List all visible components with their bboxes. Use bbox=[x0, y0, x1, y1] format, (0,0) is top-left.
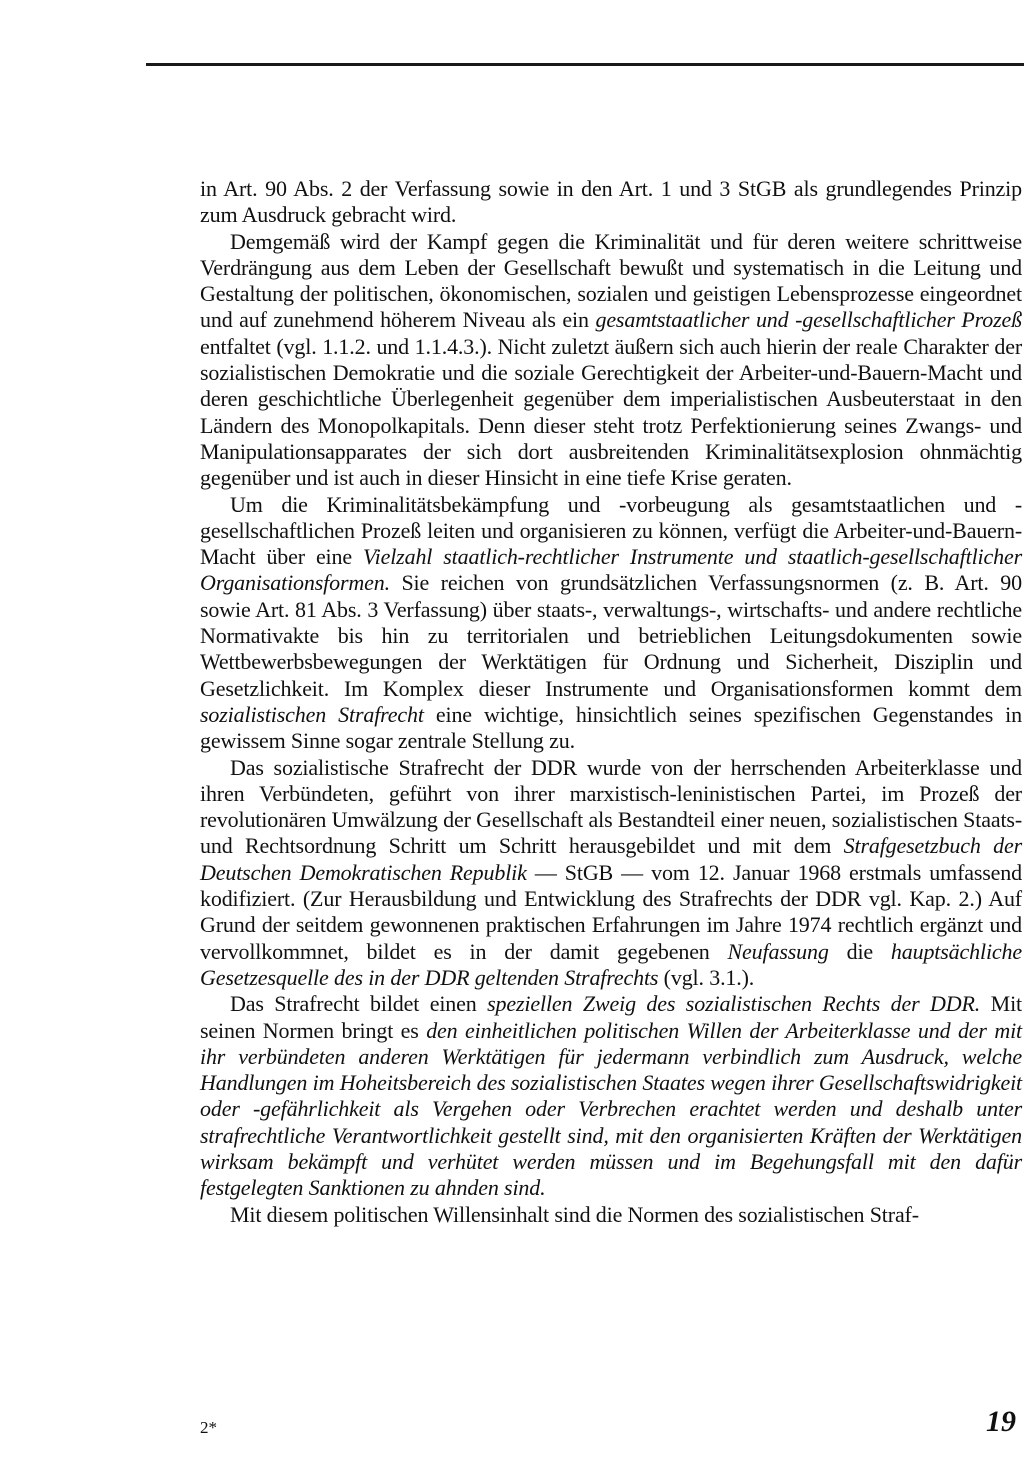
italic-span: Neufassung bbox=[727, 938, 829, 964]
text-span: Das Strafrecht bildet einen bbox=[230, 991, 488, 1017]
top-rule bbox=[146, 63, 1024, 66]
paragraph-4 bbox=[200, 755, 1022, 992]
paragraph-3 bbox=[200, 492, 1022, 755]
italic-span: sozialistischen Strafrecht bbox=[200, 701, 424, 727]
paragraph-6 bbox=[200, 1202, 1022, 1228]
text-span: — StGB — vom 12. Januar 1968 erstmals umfassend kodifiziert. (Zur Herausbildung und Entwicklung des Strafrechts der DDR vgl. Kap. 2.) Auf Grund der seitdem gewonnenen praktischen Erfahrungen im Jahre 1974 rechtlich ergänzt und vervollkommnet, bildet es in der damit gegebenen bbox=[200, 859, 1022, 964]
paragraph-2 bbox=[200, 229, 1022, 492]
text-span: Sie reichen von grundsätzlichen Verfassungsnormen (z. B. Art. 90 sowie Art. 81 Abs. 3 Verfassung) über staats-, verwaltungs-, wirtschafts- und andere rechtliche Normativakte bis hin zu territorialen und betrieblichen Leitungsdokumenten sowie Wettbewerbsbewegungen der Werktätigen für Ordnung und Sicherheit, Disziplin und Gesetzlichkeit. Im Komplex dieser Instrumente und Organisationsformen kommt dem bbox=[200, 570, 1022, 701]
text-span: Mit seinen Normen bringt es bbox=[200, 991, 1022, 1043]
paragraph-1 bbox=[200, 176, 1022, 229]
italic-span: Strafgesetzbuch der Deutschen Demokratischen Republik bbox=[200, 833, 1022, 885]
body-text bbox=[200, 176, 1022, 1228]
italic-span: den einheitlichen politischen Willen der Arbeiterklasse und der mit ihr verbündeten anderen Werktätigen für jedermann verbindlich zum Ausdruck, welche Handlungen im Hoheitsbereich des sozialistischen Staates wegen ihrer Gesellschaftswidrigkeit oder -gefährlichkeit als Vergehen oder Verbrechen erachtet werden und deshalb unter strafrechtliche Verantwortlichkeit gestellt sind, mit den organisierten Kräften der Werktätigen wirksam bekämpft und verhütet werden müssen und im Begehungsfall mit den dafür festgelegten Sanktionen zu ahnden sind. bbox=[200, 1017, 1022, 1201]
text-span: (vgl. 3.1.). bbox=[658, 964, 755, 990]
italic-span: speziellen Zweig des sozialistischen Rechts der DDR. bbox=[487, 991, 981, 1017]
page-number: 19 bbox=[986, 1405, 1016, 1438]
text-span: in Art. 90 Abs. 2 der Verfassung sowie in den Art. 1 und 3 StGB als grundlegendes Prinzip zum Ausdruck gebracht wird. bbox=[200, 176, 1022, 228]
text-span: die bbox=[828, 938, 891, 964]
text-span: eine wichtige, hinsichtlich seines spezifischen Gegenstandes in gewissem Sinne sogar zentrale Stellung zu. bbox=[200, 701, 1022, 754]
text-span: Demgemäß wird der Kampf gegen die Kriminalität und für deren weitere schrittweise Verdrängung aus dem Leben der Gesellschaft bewußt und systematisch in die Leitung und Gestaltung der politischen, ökonomischen, sozialen und geistigen Lebensprozesse eingeordnet und auf zunehmend höherem Niveau als ein bbox=[200, 228, 1022, 333]
italic-span: gesamtstaatlicher und -gesellschaftlicher Prozeß bbox=[595, 307, 1022, 333]
text-span: entfaltet (vgl. 1.1.2. und 1.1.4.3.). Nicht zuletzt äußern sich auch hierin der reale Charakter der sozialistischen Demokratie und die soziale Gerechtigkeit der Arbeiter-und-Bauern-Macht und deren geschichtliche Überlegenheit gegenüber dem imperialistischen Ausbeuterstaat in den Ländern des Monopolkapitals. Denn dieser steht trotz Perfektionierung seines Zwangs- und Manipulationsapparates der sich dort ausbreitenden Kriminalitätsexplosion ohnmächtig gegenüber und ist auch in dieser Hinsicht in eine tiefe Krise geraten. bbox=[200, 333, 1022, 491]
signature-mark: 2* bbox=[200, 1418, 217, 1437]
text-span: Das sozialistische Strafrecht der DDR wurde von der herrschenden Arbeiterklasse und ihren Verbündeten, geführt von ihrer marxistisch-leninistischen Partei, im Prozeß der revolutionären Umwälzung der Gesellschaft als Bestandteil einer neuen, sozialistischen Staats- und Rechtsordnung Schritt um Schritt herausgebildet und mit dem bbox=[200, 754, 1022, 859]
italic-span: Vielzahl staatlich-rechtlicher Instrumente und staatlich-gesellschaftlicher Organisationsformen. bbox=[200, 544, 1022, 596]
paragraph-5 bbox=[200, 991, 1022, 1201]
text-span: Mit diesem politischen Willensinhalt sind die Normen des sozialistischen Straf- bbox=[230, 1201, 919, 1227]
text-span: Um die Kriminalitätsbekämpfung und -vorbeugung als gesamtstaatlichen und -gesellschaftlichen Prozeß leiten und organisieren zu können, verfügt die Arbeiter-und-Bauern-Macht über eine bbox=[200, 491, 1022, 570]
italic-span: hauptsächliche Gesetzesquelle des in der DDR geltenden Strafrechts bbox=[200, 938, 1022, 990]
